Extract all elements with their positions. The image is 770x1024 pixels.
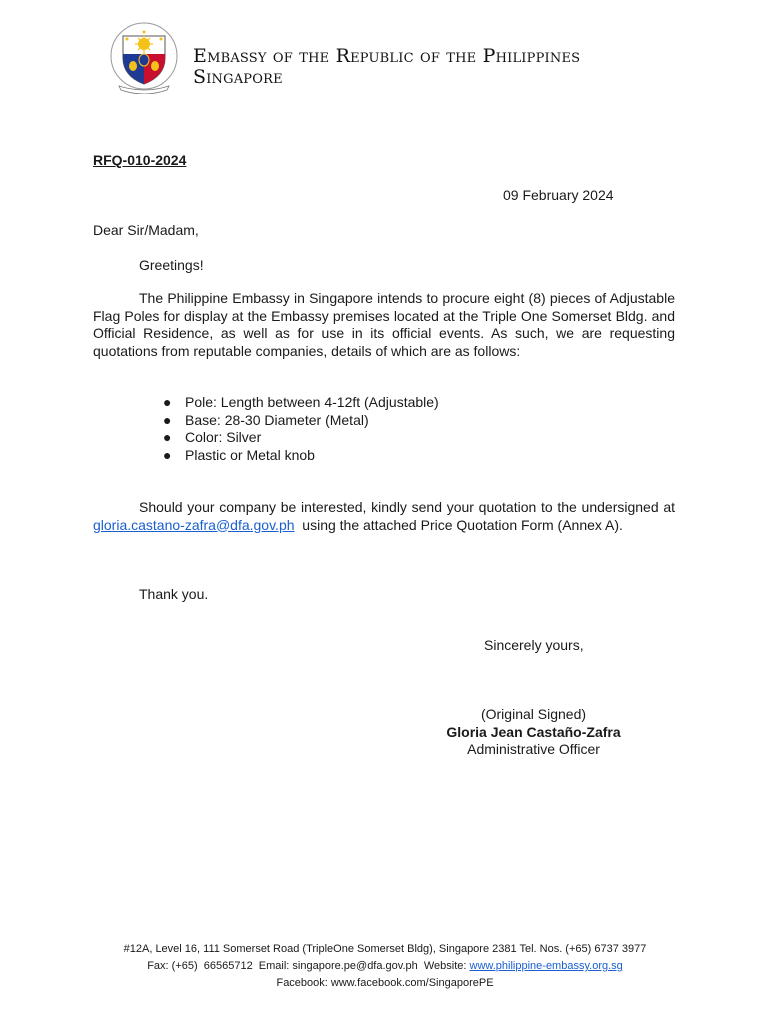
footer-contact-line (40, 958, 730, 975)
thank-you-line: Thank you. (139, 586, 209, 602)
embassy-header-title (193, 46, 580, 88)
bullet-icon: ● (163, 446, 172, 463)
signed-note: (Original Signed) (480, 706, 587, 722)
footer-contact-info (40, 941, 730, 992)
bullet-icon: ● (163, 411, 172, 428)
list-item (163, 429, 439, 447)
list-item (163, 412, 439, 430)
list-item-text: Pole: Length between 4-12ft (Adjustable) (185, 394, 439, 410)
footer-fax-email-text: Fax: (+65) 66565712 Email: singapore.pe@dfa.gov.ph Website: (147, 960, 470, 972)
body-paragraph-2 (93, 499, 675, 534)
footer-facebook-line: Facebook: www.facebook.com/SingaporePE (276, 977, 494, 989)
header-title-line-2: Singapore (193, 66, 283, 88)
header-title-line-1: Embassy of the Republic of the Philippines (193, 45, 581, 67)
list-item-text: Base: 28-30 Diameter (Metal) (185, 411, 369, 428)
list-item-text: Plastic or Metal knob (185, 446, 315, 463)
list-item-text: Color: Silver (185, 429, 262, 445)
body-paragraph-1: The Philippine Embassy in Singapore intends to procure eight (8) pieces of Adjustable Flag Poles for display at the Embassy premises located at the Triple One Somerset Bldg. and Official Residence, as well as for use in its official events. As such, we are requesting quotations from reputable companies, details of which are as follows: (93, 290, 675, 359)
bullet-icon: ● (163, 429, 172, 445)
paragraph-2-text-after: using the attached Price Quotation Form (Annex A). (294, 516, 623, 533)
signature-block (420, 706, 647, 759)
letter-date: 09 February 2024 (503, 187, 614, 203)
closing-line: Sincerely yours, (484, 637, 584, 653)
greeting: Greetings! (139, 257, 204, 273)
paragraph-2-text-before: Should your company be interested, kindly send your quotation to the undersigned at (139, 499, 675, 515)
bullet-icon: ● (163, 394, 172, 410)
signatory-name: Gloria Jean Castaño-Zafra (446, 723, 621, 740)
rfq-reference-number: RFQ-010-2024 (93, 152, 187, 168)
website-link[interactable]: www.philippine-embassy.org.sg (469, 960, 623, 972)
specification-list (163, 394, 439, 464)
footer-address-line: #12A, Level 16, 111 Somerset Road (TripleOne Somerset Bldg), Singapore 2381 Tel. Nos. (+65) 6737 3977 (123, 943, 647, 955)
list-item (163, 394, 439, 412)
list-item (163, 447, 439, 465)
embassy-seal-logo (105, 14, 183, 94)
signatory-title: Administrative Officer (467, 741, 600, 757)
salutation: Dear Sir/Madam, (93, 222, 199, 238)
email-link[interactable]: gloria.castano-zafra@dfa.gov.ph (93, 516, 295, 533)
